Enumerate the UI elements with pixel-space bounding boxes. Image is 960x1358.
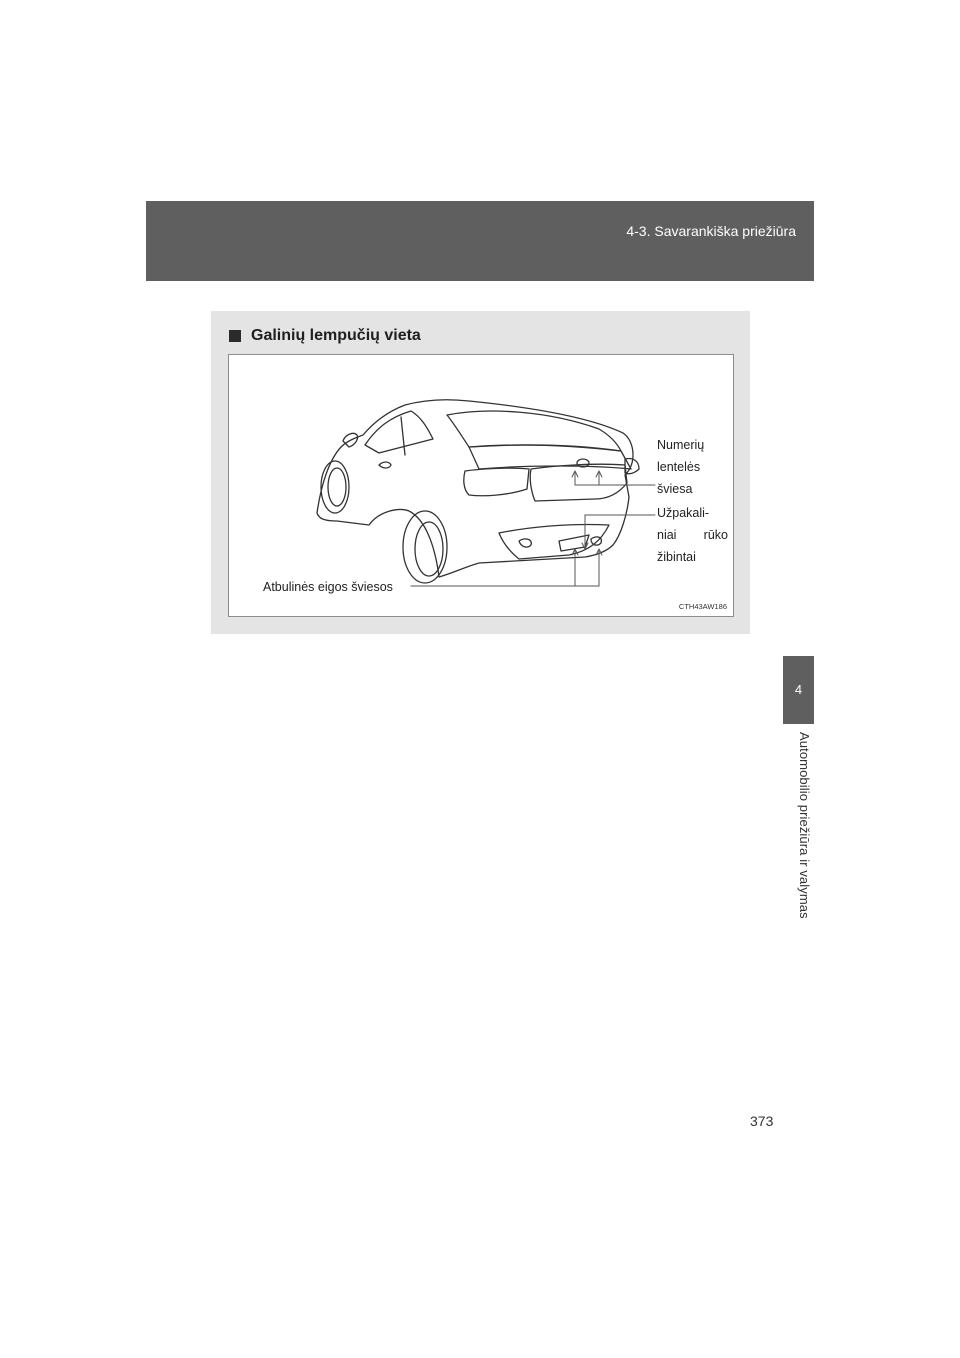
rear-wheel-rim (415, 522, 443, 576)
section-title: 4-3. Savarankiška priežiūra (626, 223, 796, 239)
reflector-left (519, 539, 531, 547)
chapter-title-vertical (798, 732, 818, 942)
page-number: 373 (750, 1113, 774, 1129)
car-rear-illustration (228, 354, 734, 617)
panel-title (229, 327, 421, 345)
reflector-right (591, 537, 601, 545)
figure-code: CTH43AW186 (678, 602, 727, 611)
fog-lights-label: Užpakali- niai rūko žibintai (657, 506, 728, 564)
header-bar (146, 201, 814, 281)
square-bullet-icon (229, 330, 241, 342)
front-wheel-rim (328, 468, 346, 506)
rear-diffuser (499, 524, 609, 559)
reverse-lights-label: Atbulinės eigos šviesos (263, 580, 393, 594)
chapter-tab[interactable]: 4 (783, 656, 814, 724)
chapter-title: Automobilio priežiūra ir valymas (797, 732, 812, 919)
license-plate-recess (530, 464, 627, 501)
leader-lines (411, 471, 655, 586)
side-window (365, 411, 433, 453)
tail-light-left (464, 468, 529, 496)
door-line (401, 417, 405, 455)
plate-light-label: Numerių lentelės šviesa (657, 438, 705, 496)
rear-wheel (403, 511, 447, 583)
car-body-outline (317, 400, 633, 577)
door-handle (379, 462, 391, 468)
panel-title-text: Galinių lempučių vieta (251, 327, 421, 344)
trunk-lid (469, 445, 631, 469)
info-panel (211, 311, 750, 634)
